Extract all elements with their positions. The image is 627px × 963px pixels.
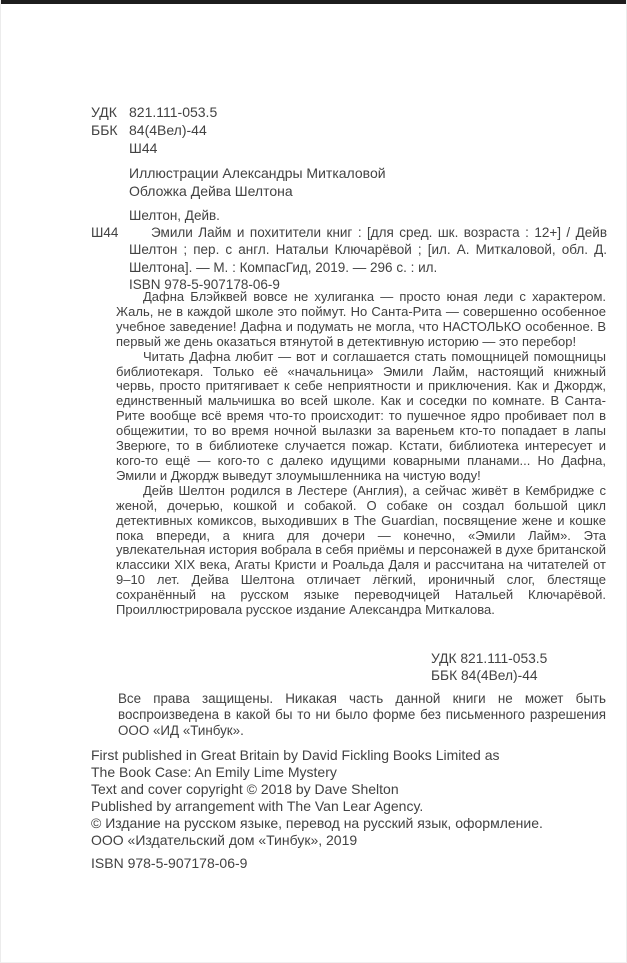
page-top-edge-bar: [1, 0, 626, 4]
bbk-value: 84(4Вел)-44: [129, 122, 207, 138]
classification-bottom-block: [431, 651, 547, 684]
text-line: First published in Great Britain by David Fickling Books Limited as: [91, 747, 500, 763]
udk-label: УДК: [91, 104, 117, 120]
catalog-card-isbn: ISBN 978-5-907178-06-9: [129, 276, 280, 292]
original-edition-block: [91, 747, 543, 848]
text-line: ООО «Издательский дом «Тинбук», 2019: [91, 831, 358, 848]
text-line: Иллюстрации Александры Миткаловой: [129, 165, 386, 181]
bbk-row: [91, 121, 217, 139]
catalog-card-description: Эмили Лайм и похитители книг : [для сред. шк. возраста : 12+] / Дейв Шелтон ; пер. с англ. Натальи Ключарёвой ; [ил. А. Миткаловой, обл. Д. Шелтона]. — М. : КомпасГид, 2019. — 296 с. : ил.: [129, 225, 607, 275]
text-line: Дафна Блэйквей вовсе не хулиганка — просто юная леди с характером. Жаль, не в каждой школе это поймут. Но Санта-Рита — совершенно особенное учебное заведение! Дафна и подумать не могла, что НАСТОЛЬКО особенное. В первый же день оказаться втянутой в детективную историю — это перебор!: [116, 289, 606, 349]
rights-text: Все права защищены. Никакая часть данной книги не может быть воспроизведена в какой бы то ни было форме без письменного разрешения ООО «ИД «Тинбук».: [118, 691, 606, 739]
text-line: Читать Дафна любит — вот и соглашается стать помощницей помощницы библиотекаря. Только её «начальница» Эмили Лайм, настоящий книжный червь, просто притягивает к себе неприятности и приключения. Как и Джордж, единственный мальчишка во всей школе. Как и соседки по комнате. В Санта-Рите вообще всё время что-то происходит: то пушечное ядро пробивает пол в общежитии, то во время ночной вылазки за вареньем кто-то попадает в лапы Зверюге, то в библиотеке случается пожар. Кстати, библиотека интересует и кого-то ещё — кого-то с далеко идущими коварными планами... Но Дафна, Эмили и Джордж выведут злоумышленника на чистую воду!: [116, 348, 606, 483]
credits-block: [129, 164, 386, 200]
catalog-card-author: Шелтон, Дейв.: [129, 208, 220, 223]
catalog-card: [91, 207, 607, 293]
udk-row: [91, 103, 217, 121]
text-line: ББК 84(4Вел)-44: [431, 667, 538, 683]
author-sign-label: [91, 139, 129, 157]
text-line: Дейв Шелтон родился в Лестере (Англия), а сейчас живёт в Кембридже с женой, дочерью, кошкой и собакой. О собаке он создал большой цикл детективных комиксов, выходивших в The Guardian, посвящение жене и кошке пока впереди, а книга для дочери — конечно, «Эмили Лайм». Эта увлекательная история вобрала в себя приёмы и персонажей в духе британской классики XIX века, Агаты Кристи и Роальда Даля и рассчитана на читателей от 9–10 лет. Дейва Шелтона отличает лёгкий, ироничный слог, блестяще сохранённый на русском языке переводчицей Натальей Ключарёвой. Проиллюстрировала русское издание Александра Миткалова.: [116, 482, 606, 618]
annotation-block: [116, 290, 606, 618]
text-line: The Book Case: An Emily Lime Mystery: [91, 763, 337, 780]
text-line: Published by arrangement with The Van Lear Agency.: [91, 797, 424, 814]
bbk-label: ББК: [91, 122, 118, 138]
text-line: © Издание на русском языке, перевод на русский язык, оформление.: [91, 814, 543, 831]
udk-value: 821.111-053.5: [129, 104, 218, 120]
isbn-footer: ISBN 978-5-907178-06-9: [91, 855, 248, 871]
text-line: Обложка Дейва Шелтона: [129, 183, 293, 199]
author-sign-row: [91, 139, 217, 157]
author-sign-value: Ш44: [129, 140, 158, 156]
text-line: Text and cover copyright © 2018 by Dave Shelton: [91, 780, 399, 797]
rights-block: [118, 691, 606, 740]
classification-top-block: [91, 103, 217, 157]
text-line: УДК 821.111-053.5: [431, 651, 548, 666]
catalog-card-sign: Ш44: [91, 225, 119, 240]
